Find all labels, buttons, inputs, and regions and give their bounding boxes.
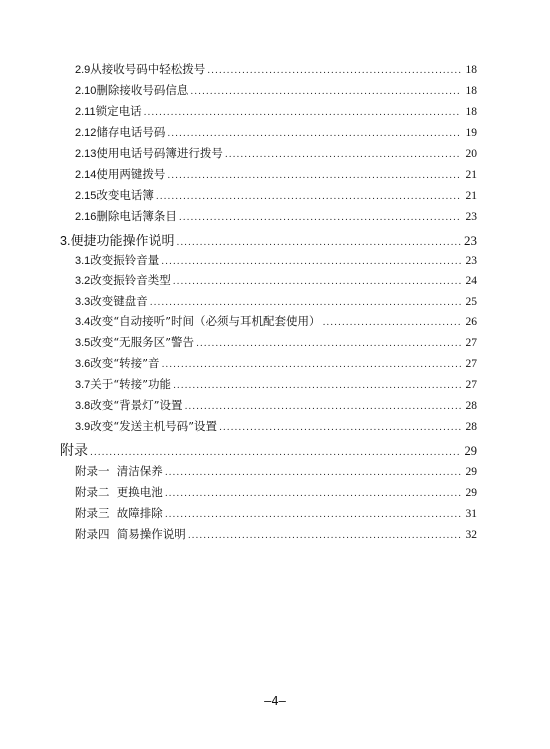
toc-entry-number: 3.5 bbox=[75, 337, 91, 349]
toc-entry-title: 锁定电话 bbox=[95, 104, 142, 118]
toc-entry-page: 19 bbox=[465, 127, 477, 139]
dot-leader bbox=[225, 150, 461, 160]
toc-appendix-heading bbox=[60, 440, 477, 460]
toc-entry-title: 删除接收号码信息 bbox=[96, 83, 189, 97]
dot-leader bbox=[179, 213, 461, 223]
toc-entry-page: 23 bbox=[465, 255, 477, 267]
toc-entry-title: 附录一 清洁保养 bbox=[75, 464, 163, 478]
toc-entry-page: 21 bbox=[465, 190, 477, 202]
dot-leader bbox=[185, 402, 461, 412]
page-number: —4— bbox=[264, 694, 286, 708]
toc-entry-number: 2.12 bbox=[75, 127, 97, 139]
toc-entry-number: 3.3 bbox=[75, 296, 91, 308]
dot-leader bbox=[165, 468, 461, 478]
toc-entry-page: 26 bbox=[465, 316, 477, 328]
toc-entry-3-3 bbox=[75, 293, 477, 309]
toc-entry-title: 改变“发送主机号码”设置 bbox=[90, 419, 218, 433]
toc-entry-page: 18 bbox=[465, 106, 477, 118]
toc-entry-number: 2.14 bbox=[75, 169, 97, 181]
toc-section-title: 便捷功能操作说明 bbox=[70, 234, 175, 249]
toc-entry-title: 附录四 简易操作说明 bbox=[75, 527, 186, 541]
toc-entry-3-6 bbox=[75, 355, 477, 371]
dot-leader bbox=[90, 448, 461, 458]
toc-entry-number: 2.13 bbox=[75, 148, 97, 160]
toc-entry-page: 28 bbox=[465, 421, 477, 433]
toc-entry-number: 2.9 bbox=[75, 64, 91, 76]
toc-entry-page: 24 bbox=[465, 275, 477, 287]
dot-leader bbox=[188, 531, 461, 541]
toc-appendix-3 bbox=[75, 505, 477, 521]
toc-entry-page: 18 bbox=[465, 64, 477, 76]
toc-entry-number: 3.4 bbox=[75, 316, 91, 328]
toc-entry-number: 3.7 bbox=[75, 379, 91, 391]
toc-entry-title: 储存电话号码 bbox=[96, 125, 166, 139]
dot-leader bbox=[144, 108, 461, 118]
dot-leader bbox=[156, 192, 461, 202]
toc-entry-title: 改变振铃音类型 bbox=[90, 273, 171, 287]
toc-entry-2-16 bbox=[75, 208, 477, 224]
toc-section-3 bbox=[60, 230, 477, 249]
toc-entry-page: 28 bbox=[465, 400, 477, 412]
toc-entry-3-5 bbox=[75, 334, 477, 350]
toc-entry-title: 附录三 故障排除 bbox=[75, 506, 163, 520]
toc-entry-number: 3.2 bbox=[75, 275, 91, 287]
toc-entry-page: 25 bbox=[465, 296, 477, 308]
toc-entry-2-9 bbox=[75, 61, 477, 77]
dot-leader bbox=[323, 318, 461, 328]
toc-entry-title: 改变“背景灯”设置 bbox=[90, 398, 183, 412]
toc-entry-2-11 bbox=[75, 103, 477, 119]
toc-entry-title: 改变“转接”音 bbox=[90, 356, 160, 370]
toc-entry-number: 3.9 bbox=[75, 421, 91, 433]
toc-entry-2-15 bbox=[75, 187, 477, 203]
toc-entry-page: 29 bbox=[465, 487, 477, 499]
toc-entry-title: 关于“转接”功能 bbox=[90, 377, 172, 391]
toc-entry-title: 附录二 更换电池 bbox=[75, 485, 163, 499]
toc-entry-2-10 bbox=[75, 82, 477, 98]
dot-leader bbox=[173, 381, 461, 391]
toc-appendix-2 bbox=[75, 484, 477, 500]
dot-leader bbox=[190, 87, 461, 97]
toc-entry-3-9 bbox=[75, 418, 477, 434]
toc-entry-title: 使用电话号码簿进行拨号 bbox=[96, 146, 223, 160]
toc-entry-page: 32 bbox=[465, 529, 477, 541]
toc-entry-2-14 bbox=[75, 166, 477, 182]
dot-leader bbox=[196, 339, 461, 349]
dot-leader bbox=[165, 489, 461, 499]
toc-entry-page: 27 bbox=[465, 337, 477, 349]
dot-leader bbox=[167, 171, 461, 181]
dot-leader bbox=[207, 66, 461, 76]
dot-leader bbox=[173, 277, 461, 287]
toc-entry-2-12 bbox=[75, 124, 477, 140]
toc-entry-title: 改变电话簿 bbox=[96, 188, 154, 202]
toc-entry-page: 31 bbox=[465, 508, 477, 520]
toc-entry-page: 27 bbox=[465, 358, 477, 370]
toc-entry-title: 改变键盘音 bbox=[90, 294, 148, 308]
toc-entry-3-7 bbox=[75, 376, 477, 392]
toc-entry-page: 27 bbox=[465, 379, 477, 391]
toc-entry-3-4 bbox=[75, 313, 477, 329]
toc-entry-number: 2.10 bbox=[75, 85, 97, 97]
toc-entry-number: 2.15 bbox=[75, 190, 97, 202]
dot-leader bbox=[219, 423, 461, 433]
toc-entry-number: 3.1 bbox=[75, 255, 91, 267]
toc-entry-3-1 bbox=[75, 252, 477, 268]
dot-leader bbox=[167, 129, 461, 139]
toc-section-number: 3. bbox=[60, 234, 71, 248]
toc-section-page: 23 bbox=[464, 233, 477, 248]
toc-entry-3-2 bbox=[75, 272, 477, 288]
toc-entry-page: 21 bbox=[465, 169, 477, 181]
toc-entry-title: 删除电话簿条目 bbox=[96, 209, 177, 223]
toc-entry-number: 3.6 bbox=[75, 358, 91, 370]
toc-entry-number: 2.16 bbox=[75, 211, 97, 223]
toc-entry-number: 3.8 bbox=[75, 400, 91, 412]
toc-entry-3-8 bbox=[75, 397, 477, 413]
toc-entry-title: 使用两键拨号 bbox=[96, 167, 166, 181]
toc-section-page: 29 bbox=[464, 444, 477, 458]
toc-entry-number: 2.11 bbox=[75, 106, 96, 118]
toc-entry-title: 改变“无服务区”警告 bbox=[90, 335, 195, 349]
toc-entry-page: 23 bbox=[465, 211, 477, 223]
dot-leader bbox=[150, 298, 461, 308]
toc-entry-page: 20 bbox=[465, 148, 477, 160]
dot-leader bbox=[165, 510, 461, 520]
toc-section-title: 附录 bbox=[60, 443, 88, 459]
dot-leader bbox=[176, 238, 461, 248]
toc-entry-page: 18 bbox=[465, 85, 477, 97]
toc-entry-title: 从接收号码中轻松拨号 bbox=[90, 62, 206, 76]
toc-entry-title: 改变“自动接听”时间（必须与耳机配套使用） bbox=[90, 314, 321, 328]
toc-entry-2-13 bbox=[75, 145, 477, 161]
dot-leader bbox=[161, 257, 461, 267]
toc-entry-title: 改变振铃音量 bbox=[90, 253, 160, 267]
dot-leader bbox=[162, 360, 461, 370]
toc-appendix-1 bbox=[75, 463, 477, 479]
toc-entry-page: 29 bbox=[465, 466, 477, 478]
toc-appendix-4 bbox=[75, 526, 477, 542]
